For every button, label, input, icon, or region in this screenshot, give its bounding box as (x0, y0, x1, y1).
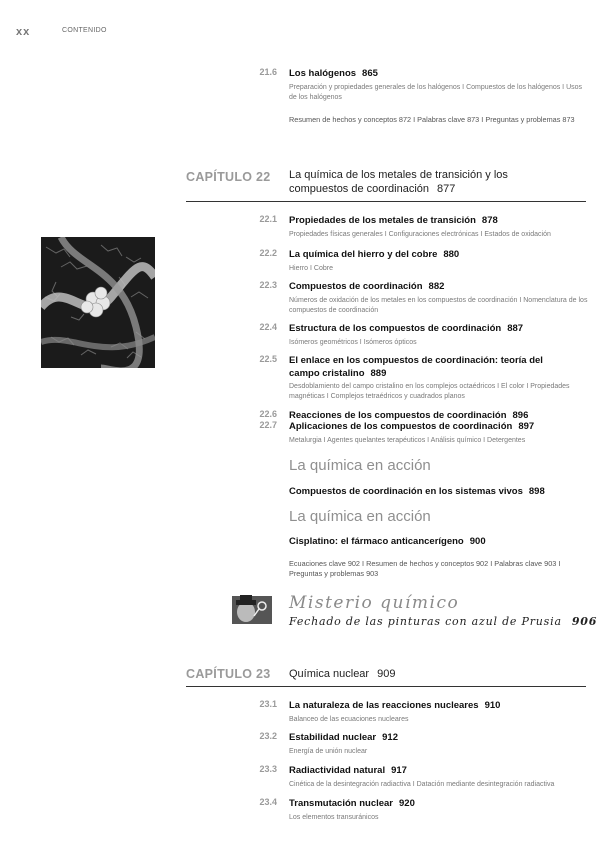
detective-icon (232, 592, 272, 626)
feature-page: 900 (469, 536, 486, 547)
section-number: 23.3 (259, 764, 277, 774)
mystery-heading: Misterio químico (289, 593, 460, 613)
section-page: 920 (399, 798, 415, 809)
chapter-label: CAPÍTULO 23 (186, 667, 271, 681)
section-subtopics: Isómeros geométricos I Isómeros ópticos (289, 339, 417, 346)
section-title[interactable]: Estabilidad nuclear 912 (289, 732, 398, 743)
chapter-summary-22: Ecuaciones clave 902 I Resumen de hechos y conceptos 902 I Palabras clave 903 I Preguntas y problemas 903 (289, 559, 561, 578)
section-title[interactable]: Compuestos de coordinación 882 (289, 281, 445, 292)
section-number: 22.3 (259, 280, 277, 290)
running-head: CONTENIDO (62, 27, 107, 34)
page-number: xx (16, 26, 31, 38)
chapter-summary-21: Resumen de hechos y conceptos 872 I Palabras clave 873 I Preguntas y problemas 873 (289, 115, 575, 124)
section-subtopics: Hierro I Cobre (289, 265, 333, 272)
section-title[interactable]: El enlace en los compuestos de coordinación: teoría del campo cristalino 889 (289, 355, 543, 379)
section-subtopics: Números de oxidación de los metales en los compuestos de coordinación I Nomenclatura de los compuestos de coordinación (289, 297, 588, 314)
section-page: 880 (443, 249, 460, 260)
section-subtopics: Los elementos transuránicos (289, 814, 379, 821)
section-number: 21.6 (259, 67, 277, 77)
chapter-label: CAPÍTULO 22 (186, 170, 271, 184)
section-number: 23.2 (259, 731, 277, 741)
section-title[interactable]: Radiactividad natural 917 (289, 765, 407, 776)
section-subtopics: Desdoblamiento del campo cristalino en los complejos octaédricos I El color I Propiedades magnéticas I Complejos tetraédricos y cuadrados planos (289, 383, 570, 400)
chapter-page: 877 (437, 183, 456, 195)
section-title[interactable]: Aplicaciones de los compuestos de coordinación 897 (289, 421, 535, 432)
section-subtopics: Cinética de la desintegración radiactiva I Datación mediante desintegración radiactiva (289, 781, 555, 788)
section-page: 889 (370, 368, 387, 379)
chapter-22-molecule-image (41, 237, 155, 368)
section-number: 22.5 (259, 354, 277, 364)
feature-heading: La química en acción (289, 508, 431, 525)
chapter-divider (186, 201, 586, 202)
chapter-title[interactable]: Química nuclear 909 (289, 668, 396, 680)
section-page: 897 (518, 421, 535, 432)
section-title[interactable]: La química del hierro y del cobre 880 (289, 249, 460, 260)
section-number: 22.2 (259, 248, 277, 258)
section-page: 882 (428, 281, 445, 292)
section-page: 865 (362, 68, 378, 79)
section-number: 23.1 (259, 699, 277, 709)
section-title[interactable]: Reacciones de los compuestos de coordinación 896 (289, 410, 529, 421)
feature-title[interactable]: Compuestos de coordinación en los sistemas vivos 898 (289, 486, 545, 497)
chapter-page: 909 (377, 668, 396, 680)
section-number: 23.4 (259, 797, 277, 807)
section-page: 887 (507, 323, 524, 334)
section-subtopics: Propiedades físicas generales I Configuraciones electrónicas I Estados de oxidación (289, 231, 551, 238)
section-title[interactable]: Los halógenos 865 (289, 68, 378, 79)
feature-title[interactable]: Cisplatino: el fármaco anticancerígeno 900 (289, 536, 486, 547)
section-page: 917 (391, 765, 407, 776)
section-number: 22.1 (259, 214, 277, 224)
feature-page: 898 (528, 486, 545, 497)
section-title[interactable]: Estructura de los compuestos de coordinación 887 (289, 323, 524, 334)
feature-heading: La química en acción (289, 457, 431, 474)
chapter-title[interactable]: La química de los metales de transición y los compuestos de coordinación 877 (289, 169, 508, 195)
section-subtopics: Energía de unión nuclear (289, 748, 368, 755)
section-title[interactable]: La naturaleza de las reacciones nucleares 910 (289, 700, 501, 711)
mystery-page: 906 (571, 615, 598, 628)
molecule-illustration (41, 237, 155, 368)
section-subtopics: Balanceo de las ecuaciones nucleares (289, 716, 409, 723)
section-page: 912 (382, 732, 398, 743)
section-subtopics: Preparación y propiedades generales de los halógenos I Compuestos de los halógenos I Usos de los halógenos (289, 84, 583, 101)
section-number: 22.4 (259, 322, 277, 332)
section-number: 22.6 (259, 409, 277, 419)
section-title[interactable]: Propiedades de los metales de transición 878 (289, 215, 498, 226)
section-page: 896 (512, 410, 529, 421)
section-subtopics: Metalurgia I Agentes quelantes terapéuticos I Análisis químico I Detergentes (289, 437, 526, 444)
mystery-entry[interactable]: Fechado de las pinturas con azul de Prusia 906 (289, 615, 598, 628)
section-page: 878 (481, 215, 498, 226)
section-title[interactable]: Transmutación nuclear 920 (289, 798, 415, 809)
chapter-divider (186, 686, 586, 687)
section-page: 910 (484, 700, 501, 711)
section-number: 22.7 (259, 420, 277, 430)
